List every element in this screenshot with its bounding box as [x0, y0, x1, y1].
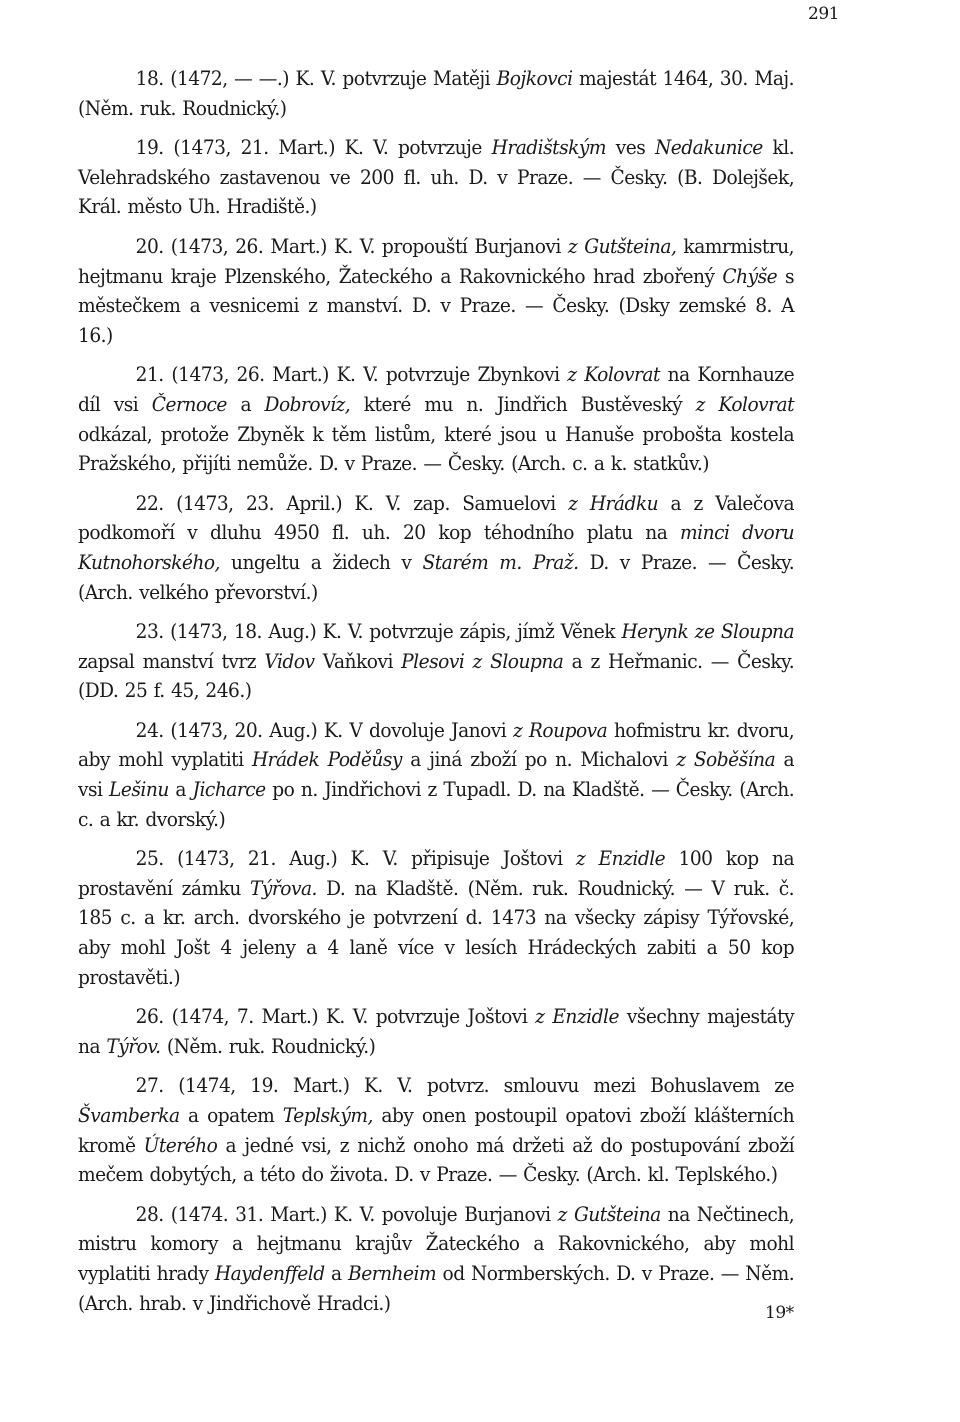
text-run: a z Valečova podkomoří v dluhu 4950 fl. uh. 20 kop téhodního platu na [78, 490, 795, 545]
entry-21 [78, 360, 794, 478]
italic-name: z Kolovrat [567, 362, 660, 387]
italic-name: Týřova. [250, 875, 317, 900]
text-run: 27. (1474, 19. Mart.) K. V. potvrz. smlouvu mezi Bohuslavem ze [135, 1073, 795, 1098]
text-run: zapsal manství tvrz [78, 648, 265, 673]
text-run: a z Heřmanic. — Česky. (DD. 25 f. 45, 246.) [78, 648, 795, 703]
entry-20 [78, 232, 794, 350]
italic-name: Týřov. [106, 1033, 161, 1058]
italic-name: Herynk ze Sloupna [621, 619, 795, 644]
text-run: ungeltu a židech v [219, 549, 423, 574]
italic-name: Hradištským [491, 135, 607, 160]
italic-name: Lešinu [109, 777, 169, 802]
italic-name: Úterého [143, 1132, 218, 1157]
italic-name: Bernheim [348, 1260, 437, 1285]
text-run: od Normberských. D. v Praze. — Něm. (Arch. hrab. v Jindřichově Hradci.) [78, 1260, 795, 1315]
text-run: 24. (1473, 20. Aug.) K. V dovoluje Janovi [135, 717, 513, 742]
text-run: 25. (1473, 21. Aug.) K. V. připisuje Joštovi [135, 846, 576, 871]
text-run: D. na Kladště. (Něm. ruk. Roudnický. — V ruk. č. 185 c. a kr. arch. dvorského je potvrzení d. 1473 na všecky zápisy Týřovské, aby mohl Jošt 4 jeleny a 4 laně více v lesích Hrádeckých zabiti a 50 kop prostavěti.) [78, 875, 795, 989]
italic-name: Plesovi z Sloupna [401, 648, 564, 673]
text-run: 18. (1472, — —.) K. V. potvrzuje Matěji [135, 66, 497, 90]
text-run: 26. (1474, 7. Mart.) K. V. potvrzuje Joštovi [135, 1004, 536, 1029]
italic-name: z Enzidle [535, 1004, 619, 1029]
text-run: a jiná zboží po n. Michalovi [401, 747, 677, 772]
text-run: které mu n. Jindřich Bustěveský [350, 391, 696, 416]
italic-name: Jicharce [192, 777, 266, 802]
text-run: hofmistru kr. dvoru, aby mohl vyplatiti [78, 717, 795, 772]
entry-27 [78, 1071, 794, 1189]
entry-19 [78, 133, 794, 222]
italic-name: Haydenffeld [214, 1260, 325, 1285]
italic-name: z Hrádku [568, 490, 659, 515]
italic-name: Dobrovíz, [264, 391, 351, 416]
text-run: (Něm. ruk. Roudnický.) [160, 1033, 376, 1058]
text-run: na Nečtinech, mistru komory a hejtmanu krajův Žateckého a Rakovnického, aby mohl vyplatiti hrady [78, 1201, 795, 1285]
entry-18 [78, 64, 794, 123]
text-run: a [226, 391, 265, 416]
text-run: aby onen postoupil opatovi zboží klášterních kromě [78, 1103, 795, 1157]
text-run: po n. Jindřichovi z Tupadl. D. na Kladště. — Česky. (Arch. c. a kr. dvorský.) [78, 777, 795, 831]
text-run: a [168, 777, 193, 802]
text-run: 100 kop na prostavění zámku [78, 846, 795, 900]
italic-name: z Roupova [512, 717, 608, 742]
italic-name: z Enzidle [575, 846, 666, 871]
italic-name: Bojkovci [496, 66, 573, 90]
text-run: 20. (1473, 26. Mart.) K. V. propouští Burjanovi [135, 233, 568, 258]
text-run: kamrmistru, hejtmanu kraje Plzenského, Žateckého a Rakovnického hrad zbořený [78, 233, 795, 288]
text-run: 19. (1473, 21. Mart.) K. V. potvrzuje [135, 135, 492, 160]
text-run: 23. (1473, 18. Aug.) K. V. potvrzuje zápis, jímž Věnek [135, 619, 622, 644]
italic-name: z Kolovrat [695, 391, 795, 416]
italic-name: Švamberka [78, 1103, 180, 1127]
entry-24 [78, 716, 794, 834]
text-run: D. v Praze. — Česky. (Arch. velkého převorství.) [78, 549, 795, 604]
signature-mark: 19* [765, 1303, 794, 1323]
italic-name: z Soběšína [676, 747, 776, 772]
text-run: a [324, 1260, 349, 1285]
italic-name: Hrádek Poděůsy [251, 747, 402, 772]
italic-name: Teplským, [282, 1103, 373, 1127]
text-run: a vsi [78, 747, 795, 802]
entry-25 [78, 844, 794, 992]
italic-name: Starém m. Praž. [422, 549, 579, 574]
italic-name: z Gutšteina [557, 1201, 661, 1226]
text-run: a jedné vsi, z nichž onoho má držeti až do postupování zboží mečem dobytých, a této do života. D. v Praze. — Česky. (Arch. kl. Teplského.) [78, 1132, 795, 1187]
text-run: odkázal, protože Zbyněk k těm listům, které jsou u Hanuše probošta kostela Pražského, přijíti nemůže. D. v Praze. — Česky. (Arch. c. a k. statkův.) [78, 421, 795, 476]
italic-name: Černoce [151, 391, 227, 416]
text-run: a opatem [179, 1103, 283, 1127]
italic-name: Vidov [264, 648, 315, 673]
entry-22 [78, 489, 794, 607]
text-run: Vaňkovi [314, 648, 402, 673]
regesta-list [78, 64, 794, 1328]
text-run: 22. (1473, 23. April.) K. V. zap. Samuelovi [135, 490, 569, 515]
text-run: na Kornhauze díl vsi [78, 362, 795, 416]
text-run: majestát 1464, 30. Maj. (Něm. ruk. Roudnický.) [78, 66, 795, 120]
italic-name: minci dvoru Kutnohorského, [78, 520, 795, 574]
text-run: s městečkem a vesnicemi z manství. D. v Praze. — Česky. (Dsky zemské 8. A 16.) [78, 263, 795, 347]
entry-26 [78, 1002, 794, 1061]
text-run: 28. (1474. 31. Mart.) K. V. povoluje Burjanovi [135, 1201, 558, 1226]
page-number: 291 [808, 4, 839, 24]
text-run: ves [606, 135, 656, 160]
italic-name: Nedakunice [655, 135, 763, 160]
text-run: kl. Velehradského zastavenou ve 200 fl. uh. D. v Praze. — Česky. (B. Dolejšek, Král. město Uh. Hradiště.) [78, 135, 795, 219]
text-run: 21. (1473, 26. Mart.) K. V. potvrzuje Zbynkovi [135, 362, 568, 387]
italic-name: z Gutšteina, [567, 233, 677, 258]
text-run: všechny majestáty na [78, 1004, 795, 1058]
entry-23 [78, 617, 794, 706]
italic-name: Chýše [722, 263, 778, 288]
entry-28 [78, 1200, 794, 1318]
